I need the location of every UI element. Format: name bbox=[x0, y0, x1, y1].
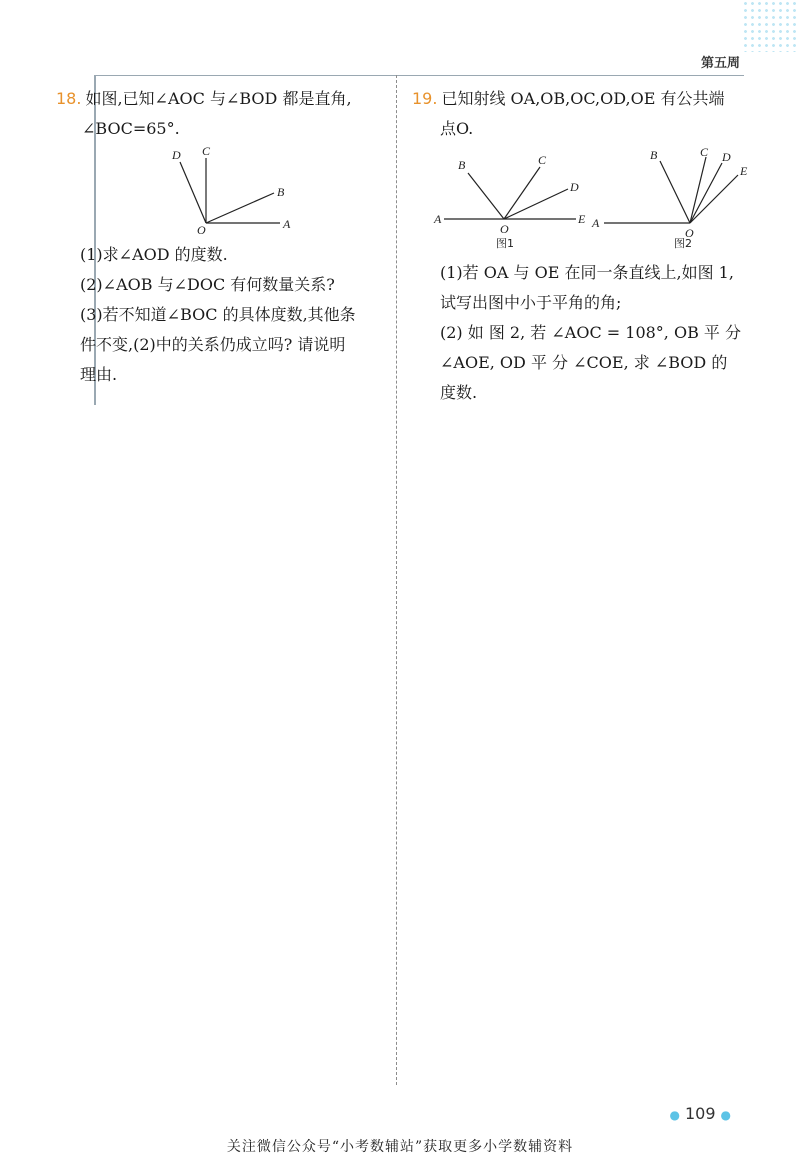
question-18 bbox=[56, 84, 386, 144]
q18-stem-line1: 18. 如图,已知∠AOC 与∠BOD 都是直角, bbox=[56, 89, 352, 108]
ray-OD bbox=[690, 163, 722, 223]
fig2-caption: 图2 bbox=[674, 237, 692, 250]
dot-icon: ● bbox=[720, 1108, 731, 1122]
q19-figure-1 bbox=[430, 145, 600, 255]
ray-OB bbox=[660, 161, 690, 223]
q19-figure-2 bbox=[590, 145, 760, 255]
label-E: E bbox=[578, 212, 586, 226]
q19-stem-line1: 19. 已知射线 OA,OB,OC,OD,OE 有公共端 bbox=[412, 89, 725, 108]
q19-part2-line3: 度数. bbox=[440, 383, 478, 402]
page-number: ● 109 ● bbox=[669, 1104, 731, 1123]
label-A: A bbox=[434, 212, 442, 226]
label-D: D bbox=[722, 150, 731, 164]
q18-number: 18. bbox=[56, 89, 82, 108]
q18-figure bbox=[160, 140, 310, 240]
q19-number: 19. bbox=[412, 89, 438, 108]
label-B: B bbox=[650, 148, 658, 162]
ray-OB bbox=[206, 193, 274, 223]
column-divider bbox=[396, 75, 397, 1085]
ray-OD bbox=[504, 189, 568, 219]
header-rule bbox=[94, 75, 744, 76]
q18-part3-line2: 件不变,(2)中的关系仍成立吗? 请说明 bbox=[80, 335, 346, 354]
label-A: A bbox=[592, 216, 600, 230]
label-O: O bbox=[197, 223, 206, 237]
label-E: E bbox=[740, 164, 748, 178]
q18-part1: (1)求∠AOD 的度数. bbox=[80, 245, 228, 264]
label-O: O bbox=[685, 226, 694, 240]
q18-part2: (2)∠AOB 与∠DOC 有何数量关系? bbox=[80, 275, 335, 294]
dot-icon: ● bbox=[669, 1108, 680, 1122]
ray-OB bbox=[468, 173, 504, 219]
q18-part3-line1: (3)若不知道∠BOC 的具体度数,其他条 bbox=[80, 305, 356, 324]
label-D: D bbox=[172, 148, 181, 162]
label-C: C bbox=[202, 144, 211, 158]
footer-promo: 关注微信公众号“小考数辅站”获取更多小学数辅资料 bbox=[226, 1139, 574, 1155]
corner-dot-pattern bbox=[742, 0, 800, 52]
q19-part1-line1: (1)若 OA 与 OE 在同一条直线上,如图 1, bbox=[440, 263, 734, 282]
label-A: A bbox=[283, 217, 291, 231]
fig1-caption: 图1 bbox=[496, 237, 514, 250]
q18-parts bbox=[80, 240, 390, 390]
label-B: B bbox=[458, 158, 466, 172]
question-19 bbox=[412, 84, 762, 144]
q19-part2-line2: ∠AOE, OD 平 分 ∠COE, 求 ∠BOD 的 bbox=[440, 353, 728, 372]
q19-part2-line1: (2) 如 图 2, 若 ∠AOC = 108°, OB 平 分 bbox=[440, 323, 742, 342]
label-D: D bbox=[570, 180, 579, 194]
label-O: O bbox=[500, 222, 509, 236]
q19-part1-line2: 试写出图中小于平角的角; bbox=[440, 293, 622, 312]
ray-OD bbox=[180, 162, 206, 223]
q19-stem-line2: 点O. bbox=[440, 119, 474, 138]
label-C: C bbox=[538, 153, 547, 167]
ray-OC bbox=[690, 157, 706, 223]
q19-parts bbox=[440, 258, 760, 408]
label-C: C bbox=[700, 145, 709, 159]
label-B: B bbox=[277, 185, 285, 199]
q18-stem-line2: ∠BOC=65°. bbox=[82, 119, 180, 138]
q18-part3-line3: 理由. bbox=[80, 365, 118, 384]
ray-OE bbox=[690, 175, 738, 223]
week-label: 第五周 bbox=[700, 56, 740, 71]
